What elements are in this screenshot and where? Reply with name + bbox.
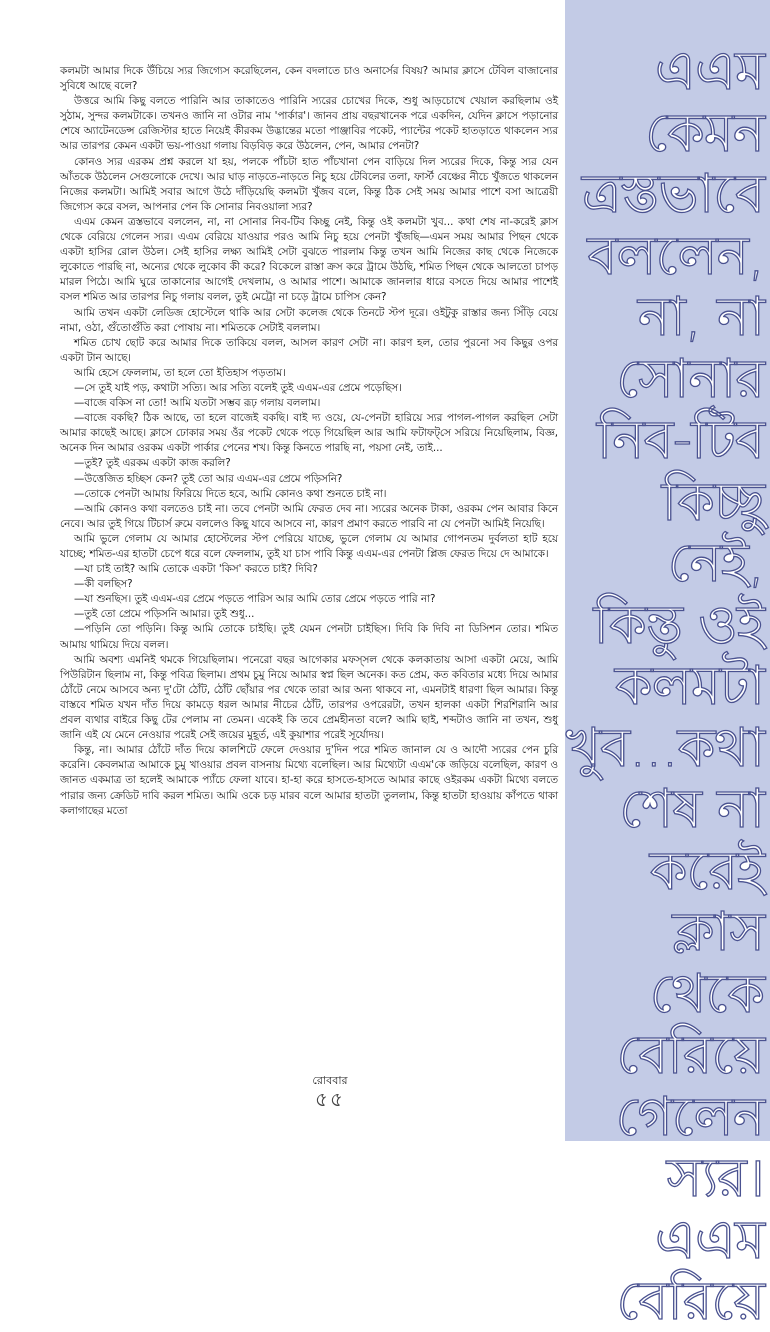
pull-quote-sidebar [565, 0, 770, 1332]
pull-quote-line: ত্রস্তভাবে [581, 162, 764, 225]
paragraph: কলমটা আমার দিকে উঁচিয়ে স্যর জিগ্যেস করেছিলেন, কেন বদলাতে চাও অনার্সের বিষয়? আমার ক্লাসে টেবিল বাজানোর সুবিধে আছে বলে? [60, 65, 558, 93]
pull-quote-line: না, না [637, 285, 764, 348]
dialogue-line: —বাজে বকছি? ঠিক আছে, তা হলে বাজেই বকছি। বাই দ্য ওয়ে, যে-পেনটা হারিয়ে স্যর পাগল-পাগল করছিল সেটা আমার কাছেই আছে। ক্লাসে ঢোকার সময় ওঁর পকেট থেকে পড়ে গিয়েছিল আর আমি ফটাফট্‌সে সরিয়ে নিয়েছিলাম, বিজ্ঞ, অনেক দিন আমার ওরকম একটা পার্কার পেনের শখ। কিন্তু কিনতে পারছি না, পয়সা নেই, তাই... [60, 412, 558, 455]
dialogue-line: —তুই? তুই এরকম একটা কাজ করলি? [74, 457, 231, 470]
paragraph: আমি অবশ্য এমনিই থমকে গিয়েছিলাম। পনেরো বছর আগেকার মফস্সল থেকে কলকাতায় আসা একটা মেয়ে, আমি পিউরিটান ছিলাম না, কিন্তু পবিত্র ছিলাম। প্রথম চুমু নিয়ে আমার স্বপ্ন ছিল অনেক। কত প্রেম, কত কবিতার মধ্যে দিয়ে আমার ঠোঁটে নেমে আসবে অন্য দু'টো ঠোঁট, ঠোঁট ছোঁয়ার পর থেকে তারা আর অন্য থাকবে না, এমনটাই ধারণা ছিল আমার। কিন্তু বাস্তবে শমিত যখন দাঁত দিয়ে কামড়ে ধরল আমার নীচের ঠোঁট, তারপর ওপরেরটা, তখন হালকা একটা শিরশিরানি আর প্রবল ব্যথার বাইরে কিছু টের পেলাম না তেমন। একেই কি তবে প্রেমহীনতা বলে? আমি ছাই, শব্দটাও জানি না তখন, শুধু জানি এই যে মেনে নেওয়ার পরেই সেই জয়ের মুহূর্ত, এই কুয়াশার পরেই সূর্যোদয়। [60, 653, 558, 742]
pull-quote-line: কিন্তু ওই [593, 592, 764, 656]
pull-quote-line: নেই, [667, 531, 764, 594]
paragraph: আমি হেসে ফেললাম, তা হলে তো ইতিহাস পড়তাম। [74, 366, 286, 379]
pull-quote-line: বেরিয়ে [616, 1269, 764, 1332]
dialogue-line: —তুই তো প্রেমে পড়িসনি আমার। তুই শুধু... [74, 608, 255, 621]
pull-quote-line: কেমন [645, 100, 764, 164]
dialogue-line: —উত্তেজিত হচ্ছিস কেন? তুই তো আর এএম-এর প্রেমে পড়িসনি? [74, 472, 343, 485]
dialogue-line: —আমি কোনও কথা বলতেও চাই না। তবে পেনটা আমি ফেরত দেব না। স্যরের অনেক টাকা, ওরকম পেন আবার কিনে নেবে। আর তুই গিয়ে টিচার্স রুমে বললেও কিছু যাবে আসবে না, কারণ প্রমাণ করতে পারবি না যে পেনটা আমিই নিয়েছি। [60, 502, 558, 530]
magazine-name: রোববার [312, 1074, 348, 1087]
pull-quote-line: কলমটা [614, 654, 764, 717]
paragraph: এএম কেমন ত্রস্তভাবে বললেন, না, না সোনার নিব-টিব কিচ্ছু নেই, কিন্তু ওই কলমটা খুব... কথা শেষ না-করেই ক্লাস থেকে বেরিয়ে গেলেন স্যর। এএম বেরিয়ে যাওয়ার পরও আমি নিচু হয়ে পেনটা খুঁজছি—এমন সময় আমার পিছন থেকে একটা হাসির রোল উঠল। সেই হাসির লক্ষ্য আমিই সেটা বুঝতে পারলাম কিন্তু তখন আমি নিজের কাছ থেকে নিজেকে লুকোতে পারছি না, অন্যের থেকে লুকোব কী করে? বিকেলে রাস্তা ক্রস করে ট্রামে উঠছি, শমিত পিছন থেকে আলতো চাপড় মারল পিঠে। আমি ঘুরে তাকানোর আগেই দেখলাম, ও আমার পাশে। আমাকে জানলার ধারে বসতে দিয়ে আমার পাশেই বসল শমিত আর তারপর নিচু গলায় বলল, তুই মেট্রো না চড়ে ট্রামে চাপিস কেন? [60, 215, 558, 304]
dialogue-line: —যা চাই তাই? আমি তোকে একটা 'কিস' করতে চাই? দিবি? [74, 563, 318, 576]
pull-quote-line: এএম [654, 39, 764, 102]
pull-quote-line: সোনার [616, 346, 764, 410]
paragraph: কিন্তু, না। আমার ঠোঁটে দাঁত দিয়ে কালশিটে ফেলে দেওয়ার দু'দিন পরে শমিত জানাল যে ও আদৌ স্যরের পেন চুরি করেনি। কেবলমাত্র আমাকে চুমু খাওয়ার প্রবল বাসনায় মিথ্যে বলেছিল। আর মিথ্যেটা এএম'কে জড়িয়ে বলেছিল, কারণ ও জানত একমাত্র তা হলেই আমাকে প্যাঁচে ফেলা যাবে। হা-হা করে হাসতে-হাসতে আমার কাছে ওইরকম একটা মিথ্যে বলতে পারার জন্য ক্রেডিট দাবি করল শমিত। আমি ওকে চড় মারব বলে আমার হাতটা তুললাম, কিন্তু হাতটা হাওয়ায় কাঁপতে থাকা কলাগাছের মতো [60, 744, 558, 817]
pull-quote-line: কিচ্ছু [661, 469, 764, 533]
paragraph: কোনও স্যর এরকম প্রশ্ন করলে যা হয়, পলকে পাঁচটা হাত পাঁচখানা পেন বাড়িয়ে দিল স্যরের দিকে, কিন্তু স্যর যেন আঁতকে উঠলেন সেগুলোকে দেখে। আর ঘাড় নাড়তে-নাড়তে নিচু হয়ে টেবিলের তলা, ফার্স্ট বেঞ্চের নীচে খুঁজতে থাকলেন নিজের কলমটা। আমিই সবার আগে উঠে দাঁড়িয়েছি কলমটা খুঁজব বলে, কিন্তু ঠিক সেই সময় আমার পাশে বসা আত্রেয়ী জিগ্যেস করে বসল, আপনার পেন কি সোনার নিবওয়ালা স্যর? [60, 155, 558, 213]
pull-quote-line: গেলেন [615, 1084, 764, 1148]
pull-quote-line: বললেন, [587, 223, 764, 287]
dialogue-line: —সে তুই যাই পড়, কথাটা সত্যি। আর সত্যি বলেই তুই এএম-এর প্রেমে পড়েছিস। [74, 381, 402, 394]
pull-quote-line: এএম [654, 1207, 764, 1271]
pull-quote [564, 40, 764, 1332]
dialogue-line: —তোকে পেনটা আমায় ফিরিয়ে দিতে হবে, আমি কোনও কথা শুনতে চাই না। [74, 487, 387, 500]
pull-quote-line: শেষ না [619, 777, 764, 840]
pull-quote-line: থেকে [649, 961, 764, 1025]
pull-quote-line: করেই [649, 838, 764, 902]
page-footer [300, 1074, 360, 1110]
dialogue-line: —পড়িনি তো পড়িনি। কিন্তু আমি তোকে চাইছি। তুই যেমন পেনটা চাইছিস। দিবি কি দিবি না ডিসিশন তোর। শমিত আমায় থামিয়ে দিয়ে বলল। [60, 623, 558, 651]
dialogue-line: —যা শুনছিস। তুই এএম-এর প্রেমে পড়তে পারিস আর আমি তোর প্রেমে পড়তে পারি না? [74, 593, 436, 606]
pull-quote-line: খুব...কথা [565, 715, 764, 779]
pull-quote-line: ক্লাস [672, 900, 764, 963]
pull-quote-line: স্যর। [666, 1146, 764, 1209]
paragraph: আমি ভুলে গেলাম যে আমার হোস্টেলের স্টপ পেরিয়ে যাচ্ছে, ভুলে গেলাম যে আমার গোপনতম দুর্বলতা হাট হয়ে যাচ্ছে; শমিত-এর হাতটা চেপে ধরে বলে ফেললাম, তুই যা চাস পাবি কিন্তু এএম-এর পেনটা প্লিজ ফেরত দিয়ে দে আমাকে। [60, 532, 558, 560]
dialogue-line: —বাজে বকিস না তো! আমি যতটা সম্ভব রূঢ় গলায় বললাম। [74, 397, 321, 410]
dialogue-line: —কী বলছিস? [74, 578, 133, 591]
paragraph: শমিত চোখ ছোট করে আমার দিকে তাকিয়ে বলল, আসল কারণ সেটা না। কারণ হল, তোর পুরনো সব কিছুর ওপর একটা টান আছে। [60, 336, 558, 364]
article-body [60, 64, 558, 819]
paragraph: উত্তরে আমি কিছু বলতে পারিনি আর তাকাতেও পারিনি স্যরের চোখের দিকে, শুধু আড়চোখে খেয়াল করছিলাম ওই সুঠাম, সুন্দর কলমটাকে। তখনও জানি না ওটার নাম 'পার্কার'। জানব প্রায় বছরখানেক পরে একদিন, যেদিন ক্লাসে পড়ানোর শেষে অ্যাটেনডেন্স রেজিস্টার হাতে নিয়েই কীরকম উদ্ভান্তের মতো পাঞ্জাবির পকেট, প্যান্টের পকেট হাতড়াতে থাকলেন স্যর আর তারপর কেমন একটা ভয়-পাওয়া গলায় বিড়বিড় করে উঠলেন, পেন, আমার পেনটা? [60, 95, 558, 153]
pull-quote-line: নিব-টিব [596, 408, 764, 471]
pull-quote-line: বেরিয়ে [616, 1023, 764, 1086]
page-number: ৫৫ [315, 1087, 345, 1111]
paragraph: আমি তখন একটা লেডিজ হোস্টেলে থাকি আর সেটা কলেজ থেকে তিনটে স্টপ দূরে। ওইটুকু রাস্তার জন্য সিঁড়ি বেয়ে নামা, ওঠা, গুঁতোগুঁতি করা পোষায় না। শমিতকে সেটাই বললাম। [60, 306, 558, 334]
